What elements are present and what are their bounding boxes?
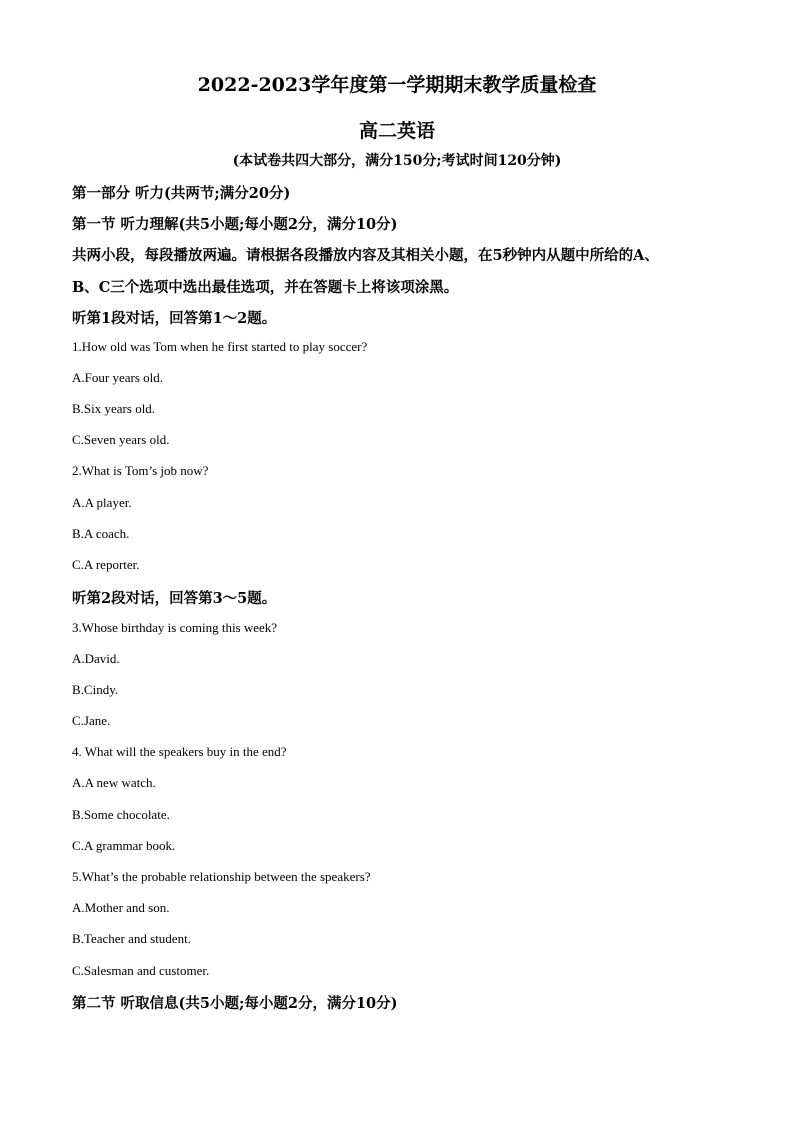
option-5a: A.Mother and son. — [72, 900, 170, 915]
option-1a: A.Four years old. — [72, 370, 163, 385]
option-2a: A.A player. — [72, 495, 132, 510]
section2-heading: 第二节 听取信息(共5小题;每小题2分，满分10分) — [72, 995, 398, 1012]
option-4b: B.Some chocolate. — [72, 807, 170, 822]
option-3b: B.Cindy. — [72, 682, 119, 697]
question-4: 4. What will the speakers buy in the end? — [72, 744, 287, 759]
dialogue1-heading: 听第1段对话，回答第1～2题。 — [72, 310, 277, 327]
option-1b: B.Six years old. — [72, 401, 156, 416]
question-2: 2.What is Tom’s job now? — [72, 463, 209, 478]
part1-heading: 第一部分 听力(共两节;满分20分) — [72, 185, 291, 202]
exam-subject: 高二英语 — [358, 120, 435, 142]
section1-heading: 第一节 听力理解(共5小题;每小题2分，满分10分) — [72, 216, 398, 233]
option-1c: C.Seven years old. — [72, 432, 170, 447]
option-4a: A.A new watch. — [72, 775, 156, 790]
question-5: 5.What’s the probable relationship between the speakers? — [72, 869, 371, 884]
instructions-line2: B、C三个选项中选出最佳选项，并在答题卡上将该项涂黑。 — [72, 279, 459, 296]
instructions-line1: 共两小段，每段播放两遍。请根据各段播放内容及其相关小题，在5秒钟内从题中所给的A、 — [72, 247, 659, 264]
option-2c: C.A reporter. — [72, 557, 140, 572]
option-3a: A.David. — [72, 651, 120, 666]
option-5c: C.Salesman and customer. — [72, 963, 210, 978]
dialogue2-heading: 听第2段对话，回答第3～5题。 — [72, 590, 277, 607]
exam-title: 2022-2023学年度第一学期期末教学质量检查 — [197, 74, 597, 96]
option-4c: C.A grammar book. — [72, 838, 176, 853]
question-3: 3.Whose birthday is coming this week? — [72, 620, 278, 635]
option-2b: B.A coach. — [72, 526, 130, 541]
question-1: 1.How old was Tom when he first started to play soccer? — [72, 339, 368, 354]
option-5b: B.Teacher and student. — [72, 931, 191, 946]
option-3c: C.Jane. — [72, 713, 111, 728]
exam-note: (本试卷共四大部分，满分150分;考试时间120分钟) — [232, 153, 562, 169]
